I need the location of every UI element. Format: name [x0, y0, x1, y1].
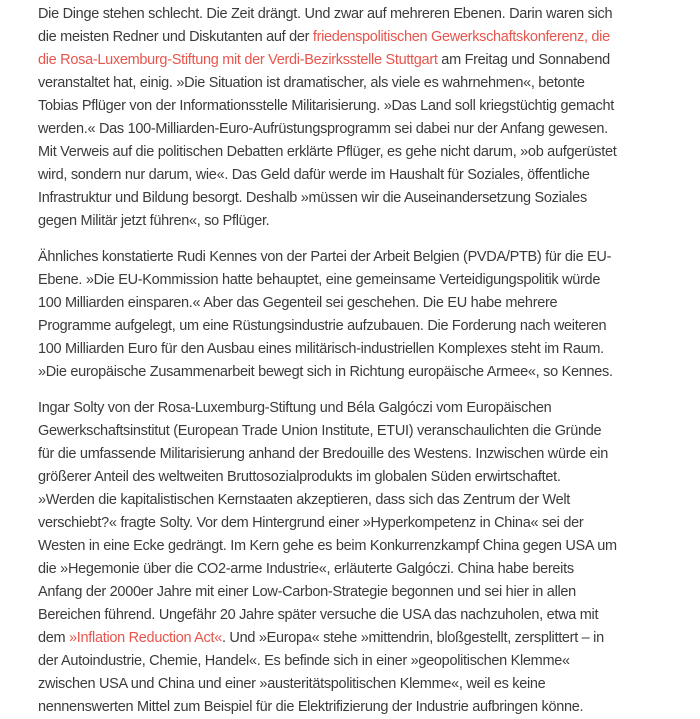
paragraph — [38, 3, 618, 233]
paragraph — [38, 397, 618, 719]
paragraph-text: Ingar Solty von der Rosa-Luxemburg-Stiftung und Béla Galgóczi vom Europäischen Gewerkschaftsinstitut (European Trade Union Institute, ETUI) veranschaulichten die Gründe für die umfassende Militarisierung anhand der Bredouille des Westens. Inzwischen würde ein größerer Anteil des weltweiten Bruttosozialprodukts im globalen Süden erwirtschaftet. »Werden die kapitalistischen Kernstaaten akzeptieren, dass sich das Zentrum der Welt verschiebt?« fragte Solty. Vor dem Hintergrund einer »Hyperkompetenz in China« sei der Westen in eine Ecke gedrängt. Im Kern gehe es beim Konkurrenzkampf China gegen USA um die »Hegemonie über die CO2-arme Industrie«, erläuterte Galgóczi. China habe bereits Anfang der 2000er Jahre mit einer Low-Carbon-Strategie begonnen und sei hier in allen Bereichen führend. Ungefähr 20 Jahre später versuche die USA das nachzuholen, etwa mit dem — [38, 400, 617, 646]
inline-link[interactable]: friedenspolitischen Gewerkschaftskonferenz, die die Rosa-Luxemburg-Stiftung mit der Verdi-Bezirksstelle Stuttgart — [38, 29, 610, 68]
paragraph — [38, 246, 618, 384]
paragraph-text: am Freitag und Sonnabend veranstaltet hat, einig. »Die Situation ist dramatischer, als viele es wahrnehmen«, betonte Tobias Pflüger von der Informationsstelle Militarisierung. »Das Land soll kriegstüchtig gemacht werden.« Das 100-Milliarden-Euro-Aufrüstungsprogramm sei dabei nur der Anfang gewesen. Mit Verweis auf die politischen Debatten erklärte Pflüger, es gehe nicht darum, »ob aufgerüstet wird, sondern nur darum, wie«. Das Geld dafür werde im Haushalt für Soziales, öffentliche Infrastruktur und Bildung besorgt. Deshalb »müssen wir die Auseinandersetzung Soziales gegen Militär jetzt führen«, so Pflüger. — [38, 52, 617, 229]
inline-link[interactable]: »Inflation Reduction Act« — [69, 630, 222, 646]
paragraph-text: . Und »Europa« stehe »mittendrin, bloßgestellt, zersplittert – in der Autoindustrie, Chemie, Handel«. Es befinde sich in einer »geopolitischen Klemme« zwischen USA und China und einer »austeritätspolitischen Klemme«, weil es keine nennenswerten Mittel zum Beispiel für die Elektrifizierung der Industrie aufbringen könne. — [38, 630, 604, 715]
paragraph-text: Ähnliches konstatierte Rudi Kennes von der Partei der Arbeit Belgien (PVDA/PTB) für die EU-Ebene. »Die EU-Kommission hatte behauptet, eine gemeinsame Verteidigungspolitik würde 100 Milliarden einsparen.« Aber das Gegenteil sei geschehen. Die EU habe mehrere Programme aufgelegt, um eine Rüstungsindustrie aufzubauen. Die Forderung nach weiteren 100 Milliarden Euro für den Ausbau eines militärisch-industriellen Komplexes steht im Raum. »Die europäische Zusammenarbeit bewegt sich in Richtung europäische Armee«, so Kennes. — [38, 249, 613, 380]
paragraph-text: Die Dinge stehen schlecht. Die Zeit drängt. Und zwar auf mehreren Ebenen. Darin waren sich die meisten Redner und Diskutanten auf der — [38, 6, 613, 45]
